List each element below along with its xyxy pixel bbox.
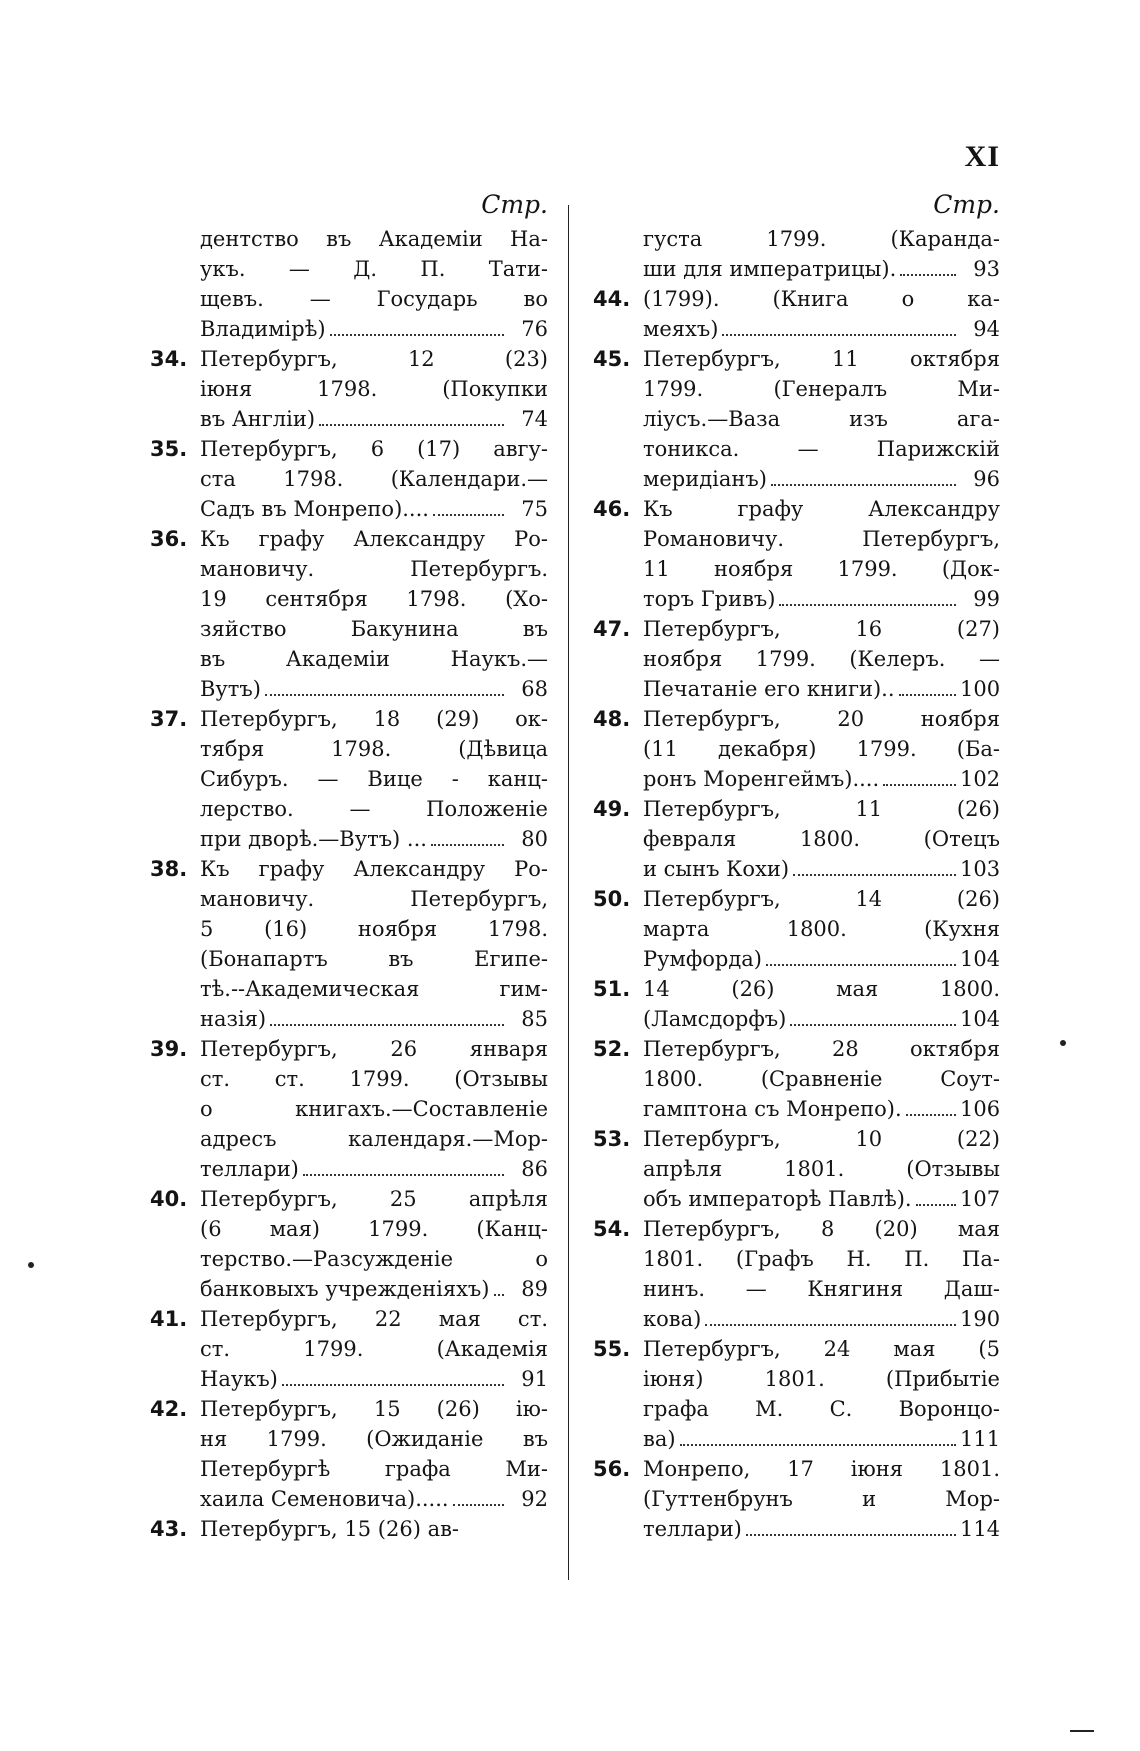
toc-entry	[593, 794, 1000, 884]
entry-line: Вутъ)	[200, 677, 261, 701]
entry-line: графа М. С. Воронцо-	[643, 1397, 1000, 1421]
entry-line: Сибуръ. — Вице - канц-	[200, 767, 548, 791]
entry-line: Петербургъ, 11 октября	[643, 347, 1000, 371]
entry-number: 46.	[593, 497, 631, 521]
entry-last-line	[643, 584, 1000, 614]
entry-line: ста 1798. (Календари.—	[200, 467, 548, 491]
entry-line: Петербургъ, 8 (20) мая	[643, 1217, 1000, 1241]
dot-leader	[433, 514, 504, 516]
entry-number: 56.	[593, 1457, 631, 1481]
entry-line: Къ графу Александру Ро-	[200, 527, 548, 551]
entry-last-line	[643, 314, 1000, 344]
dot-leader	[790, 1024, 956, 1026]
entry-last-line	[643, 854, 1000, 884]
dot-leader	[906, 1114, 956, 1116]
entry-line: ст. ст. 1799. (Отзывы	[200, 1067, 548, 1091]
entry-number: 36.	[150, 527, 188, 551]
entry-line: меридіанъ)	[643, 467, 767, 491]
entry-number: 35.	[150, 437, 188, 461]
toc-entry	[593, 344, 1000, 494]
column-header-page: Стр.	[481, 190, 548, 219]
entry-number: 54.	[593, 1217, 631, 1241]
page-ref: 107	[960, 1187, 1001, 1211]
entry-number: 45.	[593, 347, 631, 371]
entry-line: меяхъ)	[643, 317, 719, 341]
entry-line: (Гуттенбрунъ и Мор-	[643, 1487, 1000, 1511]
entry-line: мановичу. Петербургъ.	[200, 557, 548, 581]
toc-entry	[593, 494, 1000, 614]
entry-line: въ Академіи Наукъ.—	[200, 647, 548, 671]
entry-line: Петербургъ, 14 (26)	[643, 887, 1000, 911]
toc-entry	[150, 1394, 548, 1514]
page-ref: 103	[960, 857, 1001, 881]
toc-entry	[593, 704, 1000, 794]
entry-number: 39.	[150, 1037, 188, 1061]
toc-entry	[150, 524, 548, 704]
entry-line: Петербургъ, 11 (26)	[643, 797, 1000, 821]
entry-text	[643, 1454, 1000, 1544]
entry-line: 11 ноября 1799. (Док-	[643, 557, 1000, 581]
entry-number: 52.	[593, 1037, 631, 1061]
entry-number: 47.	[593, 617, 631, 641]
toc-entry	[593, 1214, 1000, 1334]
page-ref: 93	[973, 257, 1000, 281]
toc-column-right	[593, 190, 1000, 1544]
page-ref: 80	[521, 827, 548, 851]
page-ref: 75	[521, 497, 548, 521]
entry-text	[200, 704, 548, 854]
dot-leader	[883, 784, 956, 786]
print-speck	[28, 1262, 34, 1268]
entry-text	[200, 1394, 548, 1514]
entry-line: Петербургъ, 25 апрѣля	[200, 1187, 548, 1211]
entry-text	[643, 1124, 1000, 1214]
entry-line: о книгахъ.—Составленіе	[200, 1097, 548, 1121]
entry-line: при дворѣ.—Вутъ) ...	[200, 827, 427, 851]
entry-line: густа 1799. (Каранда-	[643, 227, 1000, 251]
page-ref: 85	[521, 1007, 548, 1031]
entry-line: терство.—Разсужденіе о	[200, 1247, 548, 1271]
column-divider	[568, 205, 569, 1580]
entry-text	[643, 224, 1000, 284]
toc-entries	[593, 224, 1000, 1544]
entry-line: іюня) 1801. (Прибытіе	[643, 1367, 1000, 1391]
toc-entry	[593, 614, 1000, 704]
entry-text	[200, 1034, 548, 1184]
page-ref: 106	[960, 1097, 1001, 1121]
entry-text	[200, 1304, 548, 1394]
toc-entry	[593, 1454, 1000, 1544]
entry-number: 42.	[150, 1397, 188, 1421]
entry-line: іюня 1798. (Покупки	[200, 377, 548, 401]
entry-line: Романовичу. Петербургъ,	[643, 527, 1000, 551]
entry-last-line	[643, 1184, 1000, 1214]
entry-line: въ Англіи)	[200, 407, 316, 431]
page-ref: 89	[521, 1277, 548, 1301]
entry-line: Къ графу Александру Ро-	[200, 857, 548, 881]
page-ref: 114	[960, 1517, 1001, 1541]
entry-line: 1799. (Генералъ Ми-	[643, 377, 1000, 401]
page-ref: 74	[521, 407, 548, 431]
entry-last-line	[643, 1004, 1000, 1034]
page-ref: 94	[973, 317, 1000, 341]
entry-number: 51.	[593, 977, 631, 1001]
toc-entries	[150, 224, 548, 1544]
toc-entry	[593, 884, 1000, 974]
entry-line: 1800. (Сравненіе Соут-	[643, 1067, 1000, 1091]
entry-line: Петербургъ, 6 (17) авгу-	[200, 437, 548, 461]
entry-line: (6 мая) 1799. (Канц-	[200, 1217, 548, 1241]
dot-leader	[282, 1384, 504, 1386]
entry-number: 38.	[150, 857, 188, 881]
entry-line: ня 1799. (Ожиданіе въ	[200, 1427, 548, 1451]
entry-line: Наукъ)	[200, 1367, 278, 1391]
dot-leader	[766, 964, 956, 966]
entry-line: теллари)	[200, 1157, 299, 1181]
entry-last-line	[643, 1094, 1000, 1124]
entry-text	[643, 614, 1000, 704]
entry-text	[643, 344, 1000, 494]
dot-leader	[900, 274, 956, 276]
entry-line: Владимірѣ)	[200, 317, 326, 341]
entry-text	[643, 1214, 1000, 1334]
entry-line: укъ. — Д. П. Тати-	[200, 257, 548, 281]
entry-number: 37.	[150, 707, 188, 731]
dot-leader	[793, 874, 956, 876]
entry-line: (Ламсдорфъ)	[643, 1007, 787, 1031]
entry-line: марта 1800. (Кухня	[643, 917, 1000, 941]
dot-leader	[916, 1204, 956, 1206]
entry-text	[643, 1334, 1000, 1454]
page-ref: 96	[973, 467, 1000, 491]
toc-entry	[593, 1334, 1000, 1454]
dot-leader	[270, 1024, 504, 1026]
entry-line: Петербургъ, 24 мая (5	[643, 1337, 1000, 1361]
entry-line: 1801. (Графъ Н. П. Па-	[643, 1247, 1000, 1271]
toc-entry	[593, 224, 1000, 284]
entry-line: тоникса. — Парижскій	[643, 437, 1000, 461]
entry-line: хаила Семеновича).....	[200, 1487, 449, 1511]
toc-entry	[150, 1304, 548, 1394]
page-ref: 104	[960, 1007, 1001, 1031]
entry-line: гамптона съ Монрепо).	[643, 1097, 902, 1121]
page-ref: 92	[521, 1487, 548, 1511]
page-number: XI	[964, 140, 1000, 173]
entry-line: кова)	[643, 1307, 702, 1331]
toc-entry	[593, 974, 1000, 1034]
entry-last-line	[200, 314, 548, 344]
dot-leader	[746, 1534, 956, 1536]
entry-text	[200, 524, 548, 704]
entry-line: тября 1798. (Дѣвица	[200, 737, 548, 761]
entry-line: зяйство Бакунина въ	[200, 617, 548, 641]
dot-leader	[265, 694, 504, 696]
entry-line: Петербургѣ графа Ми-	[200, 1457, 548, 1481]
entry-number: 34.	[150, 347, 188, 371]
page-ref: 86	[521, 1157, 548, 1181]
entry-line: ши для императрицы).	[643, 257, 897, 281]
toc-entry	[150, 854, 548, 1034]
entry-line: щевъ. — Государь во	[200, 287, 548, 311]
toc-entry	[150, 344, 548, 434]
entry-line: Петербургъ, 15 (26) ав-	[200, 1517, 460, 1541]
entry-text	[200, 434, 548, 524]
dot-leader	[303, 1174, 504, 1176]
entry-line: Петербургъ, 20 ноября	[643, 707, 1000, 731]
entry-line: Петербургъ, 10 (22)	[643, 1127, 1000, 1151]
entry-line: тѣ.--Академическая гим-	[200, 977, 548, 1001]
toc-entry	[150, 1514, 548, 1544]
dot-leader	[779, 604, 956, 606]
entry-last-line	[200, 824, 548, 854]
dot-leader	[431, 844, 504, 846]
toc-entry	[150, 1184, 548, 1304]
entry-line: ронъ Моренгеймъ)....	[643, 767, 880, 791]
entry-line: 19 сентября 1798. (Хо-	[200, 587, 548, 611]
entry-number: 43.	[150, 1517, 188, 1541]
entry-last-line	[200, 404, 548, 434]
entry-line: апрѣля 1801. (Отзывы	[643, 1157, 1000, 1181]
entry-line: лерство. — Положеніе	[200, 797, 548, 821]
toc-entry	[150, 704, 548, 854]
entry-last-line	[200, 1484, 548, 1514]
entry-text	[200, 344, 548, 434]
entry-line: Петербургъ, 15 (26) ію-	[200, 1397, 548, 1421]
entry-line: мановичу. Петербургъ,	[200, 887, 548, 911]
toc-column-left	[150, 190, 548, 1544]
page-ref: 68	[521, 677, 548, 701]
entry-number: 55.	[593, 1337, 631, 1361]
entry-text	[643, 284, 1000, 344]
entry-line: 5 (16) ноября 1798.	[200, 917, 548, 941]
entry-number: 49.	[593, 797, 631, 821]
entry-line: ва)	[643, 1427, 676, 1451]
entry-last-line	[643, 1424, 1000, 1454]
entry-text	[643, 794, 1000, 884]
column-header-page: Стр.	[933, 190, 1000, 219]
entry-line: ноября 1799. (Келеръ. —	[643, 647, 1000, 671]
entry-last-line	[643, 674, 1000, 704]
entry-line: (11 декабря) 1799. (Ба-	[643, 737, 1000, 761]
page-ref: 76	[521, 317, 548, 341]
entry-number: 53.	[593, 1127, 631, 1151]
entry-line: (Бонапартъ въ Египе-	[200, 947, 548, 971]
entry-text	[200, 1184, 548, 1304]
entry-text	[200, 224, 548, 344]
entry-text	[643, 974, 1000, 1034]
entry-last-line	[643, 464, 1000, 494]
entry-last-line	[200, 1364, 548, 1394]
dot-leader	[494, 1294, 505, 1296]
dot-leader	[680, 1444, 956, 1446]
entry-last-line	[200, 1154, 548, 1184]
entry-line: ліусъ.—Ваза изъ ага-	[643, 407, 1000, 431]
entry-line: дентство въ Академіи На-	[200, 227, 548, 251]
entry-line: (1799). (Книга о ка-	[643, 287, 1000, 311]
dot-leader	[899, 694, 956, 696]
entry-line: теллари)	[643, 1517, 742, 1541]
entry-line: Петербургъ, 26 января	[200, 1037, 548, 1061]
toc-entry	[150, 434, 548, 524]
toc-entry	[593, 1124, 1000, 1214]
entry-text	[643, 494, 1000, 614]
entry-line: Петербургъ, 16 (27)	[643, 617, 1000, 641]
page-ref: 100	[960, 677, 1001, 701]
page-ref: 111	[960, 1427, 1001, 1451]
page-ref: 102	[960, 767, 1001, 791]
entry-number: 48.	[593, 707, 631, 731]
entry-line: торъ Гривъ)	[643, 587, 776, 611]
entry-last-line	[643, 1304, 1000, 1334]
dot-leader	[453, 1504, 504, 1506]
entry-line: Петербургъ, 28 октября	[643, 1037, 1000, 1061]
entry-number: 40.	[150, 1187, 188, 1211]
entry-text	[200, 854, 548, 1034]
entry-last-line	[643, 1514, 1000, 1544]
print-mark	[1070, 1730, 1094, 1732]
entry-last-line	[200, 1004, 548, 1034]
entry-last-line	[200, 674, 548, 704]
entry-last-line	[643, 764, 1000, 794]
toc-entry	[150, 224, 548, 344]
entry-line: Печатаніе его книги)..	[643, 677, 895, 701]
entry-text	[200, 1514, 548, 1544]
entry-line: Садъ въ Монрепо)....	[200, 497, 429, 521]
entry-last-line	[643, 944, 1000, 974]
print-speck	[1060, 1040, 1066, 1046]
entry-text	[643, 884, 1000, 974]
entry-line: 14 (26) мая 1800.	[643, 977, 1000, 1001]
entry-line: ст. 1799. (Академія	[200, 1337, 548, 1361]
entry-last-line	[200, 1514, 548, 1544]
page-ref: 190	[960, 1307, 1001, 1331]
page-ref: 91	[521, 1367, 548, 1391]
entry-line: Монрепо, 17 іюня 1801.	[643, 1457, 1000, 1481]
page-ref: 104	[960, 947, 1001, 971]
dot-leader	[705, 1324, 956, 1326]
toc-entry	[593, 284, 1000, 344]
entry-line: адресъ календаря.—Мор-	[200, 1127, 548, 1151]
entry-number: 44.	[593, 287, 631, 311]
entry-line: банковыхъ учрежденіяхъ)	[200, 1277, 490, 1301]
dot-leader	[330, 334, 504, 336]
entry-line: нинъ. — Княгиня Даш-	[643, 1277, 1000, 1301]
entry-number: 50.	[593, 887, 631, 911]
entry-line: и сынъ Кохи)	[643, 857, 790, 881]
toc-entry	[593, 1034, 1000, 1124]
entry-line: объ императорѣ Павлѣ).	[643, 1187, 912, 1211]
entry-last-line	[200, 494, 548, 524]
dot-leader	[319, 424, 504, 426]
dot-leader	[771, 484, 956, 486]
entry-line: февраля 1800. (Отецъ	[643, 827, 1000, 851]
toc-entry	[150, 1034, 548, 1184]
entry-line: Румфорда)	[643, 947, 762, 971]
page-ref: 99	[973, 587, 1000, 611]
entry-number: 41.	[150, 1307, 188, 1331]
entry-line: назія)	[200, 1007, 267, 1031]
entry-text	[643, 1034, 1000, 1124]
entry-text	[643, 704, 1000, 794]
entry-last-line	[200, 1274, 548, 1304]
entry-line: Петербургъ, 22 мая ст.	[200, 1307, 548, 1331]
dot-leader	[722, 334, 956, 336]
entry-line: Петербургъ, 12 (23)	[200, 347, 548, 371]
entry-last-line	[643, 254, 1000, 284]
entry-line: Къ графу Александру	[643, 497, 1000, 521]
entry-line: Петербургъ, 18 (29) ок-	[200, 707, 548, 731]
